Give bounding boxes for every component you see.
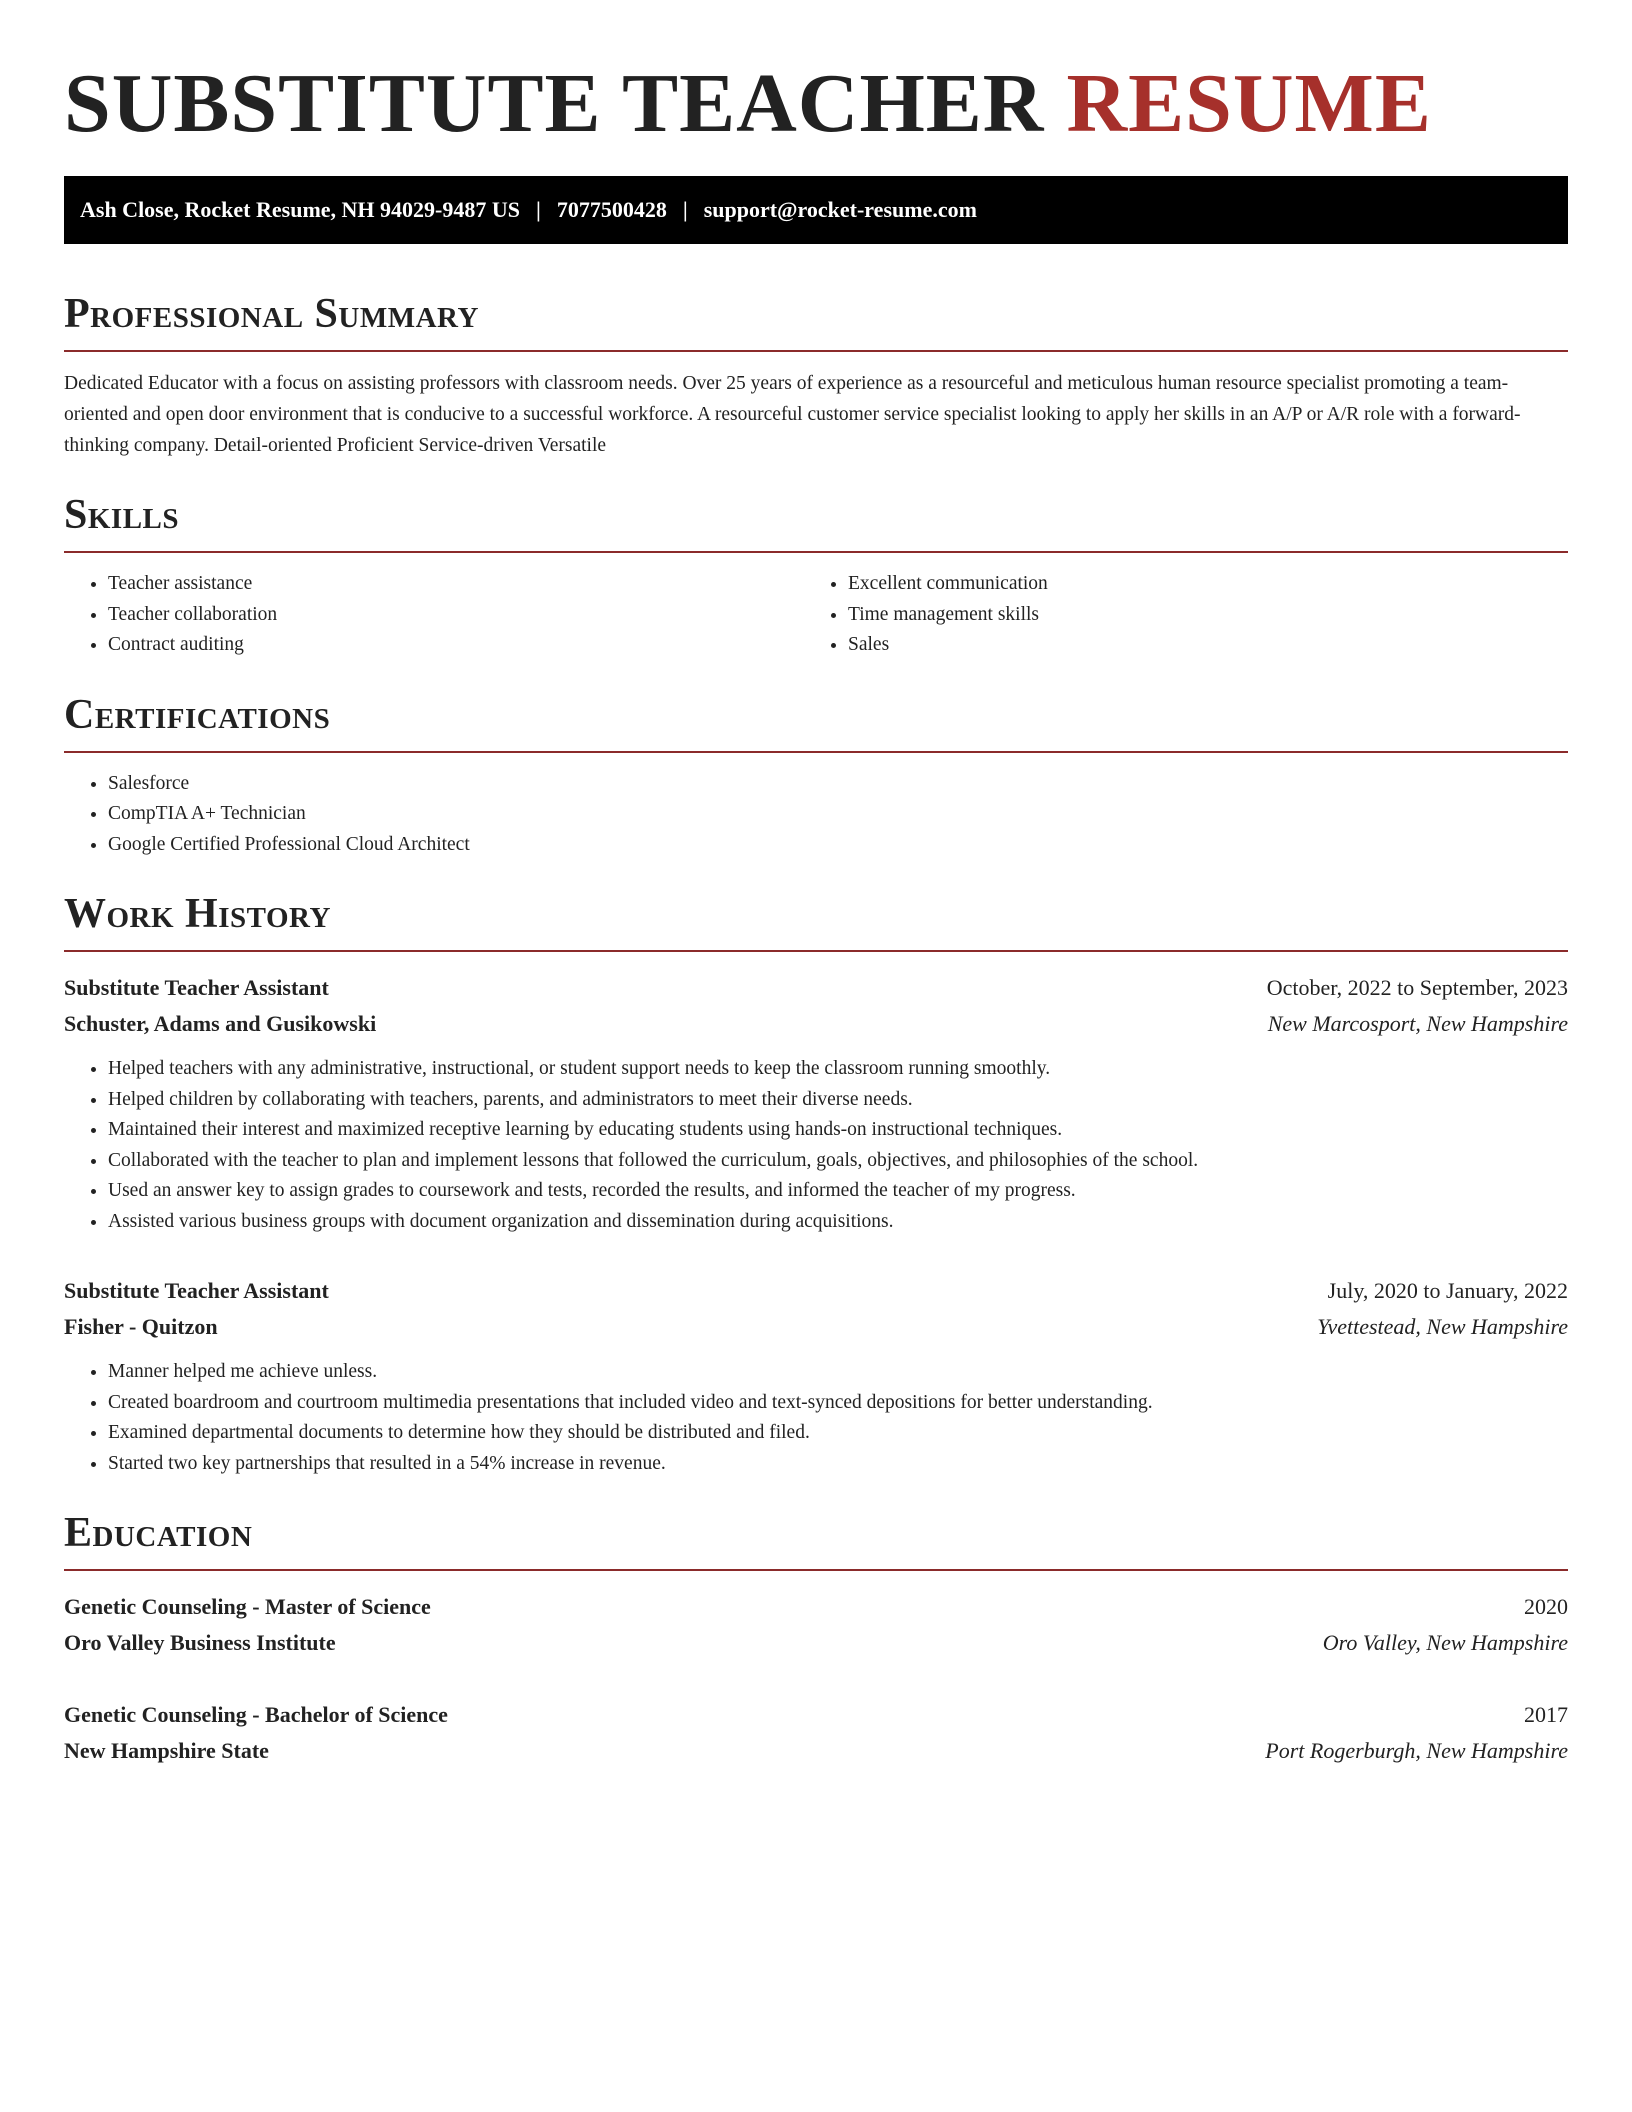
- contact-address: Ash Close, Rocket Resume, NH 94029-9487 US: [80, 197, 520, 222]
- job-title: Substitute Teacher Assistant: [64, 1278, 329, 1303]
- skill-item: • Teacher assistance: [108, 569, 804, 600]
- certifications-heading: Certifications: [64, 691, 1568, 753]
- job-company-row: [64, 1006, 1568, 1042]
- skill-item: • Time management skills: [848, 600, 1544, 631]
- summary-section: [64, 290, 1568, 461]
- resume-title-main: SUBSTITUTE TEACHER: [64, 57, 1045, 150]
- education-school-row: [64, 1625, 1568, 1661]
- education-section: [64, 1509, 1568, 1769]
- job-bullet: • Used an answer key to assign grades to coursework and tests, recorded the results, and informed the teacher of my progress.: [108, 1176, 1568, 1207]
- education-degree: Genetic Counseling - Bachelor of Science: [64, 1702, 448, 1727]
- job-bullet: • Started two key partnerships that resulted in a 54% increase in revenue.: [108, 1449, 1568, 1480]
- resume-title: [64, 56, 1568, 152]
- job-header-row: [64, 1273, 1568, 1309]
- job-dates: July, 2020 to January, 2022: [1327, 1278, 1568, 1303]
- job-bullet: • Helped children by collaborating with teachers, parents, and administrators to meet their diverse needs.: [108, 1085, 1568, 1116]
- education-location: Oro Valley, New Hampshire: [1322, 1630, 1568, 1655]
- education-entry: [64, 1697, 1568, 1769]
- certifications-list: [64, 769, 1568, 861]
- job-bullets: [64, 1357, 1568, 1479]
- skill-item: • Sales: [848, 630, 1544, 661]
- job-entry: [64, 970, 1568, 1237]
- job-bullet: • Collaborated with the teacher to plan and implement lessons that followed the curriculum, goals, objectives, and philosophies of the school.: [108, 1146, 1568, 1177]
- skills-list-right: [804, 569, 1544, 661]
- education-year: 2017: [1524, 1702, 1568, 1727]
- skill-item: • Contract auditing: [108, 630, 804, 661]
- education-school: Oro Valley Business Institute: [64, 1630, 336, 1655]
- contact-separator: |: [535, 197, 541, 222]
- job-company-row: [64, 1309, 1568, 1345]
- certifications-section: [64, 691, 1568, 861]
- skills-grid: [64, 553, 1568, 661]
- education-school-row: [64, 1733, 1568, 1769]
- skills-heading: Skills: [64, 491, 1568, 553]
- resume-page: [64, 0, 1568, 1769]
- skill-item: • Teacher collaboration: [108, 600, 804, 631]
- education-heading: Education: [64, 1509, 1568, 1571]
- education-location: Port Rogerburgh, New Hampshire: [1265, 1738, 1568, 1763]
- certification-item: • Salesforce: [108, 769, 1568, 800]
- contact-bar: [64, 176, 1568, 244]
- job-bullet: • Helped teachers with any administrative, instructional, or student support needs to keep the classroom running smoothly.: [108, 1054, 1568, 1085]
- certification-item: • CompTIA A+ Technician: [108, 799, 1568, 830]
- job-location: Yvettestead, New Hampshire: [1317, 1314, 1568, 1339]
- education-entry: [64, 1589, 1568, 1661]
- job-bullet: • Created boardroom and courtroom multimedia presentations that included video and text-synced depositions for better understanding.: [108, 1388, 1568, 1419]
- job-dates: October, 2022 to September, 2023: [1266, 975, 1568, 1000]
- education-degree-row: [64, 1697, 1568, 1733]
- job-location: New Marcosport, New Hampshire: [1267, 1011, 1568, 1036]
- job-bullet: • Maintained their interest and maximized receptive learning by educating students using hands-on instructional techniques.: [108, 1115, 1568, 1146]
- work-history-heading: Work History: [64, 890, 1568, 952]
- contact-separator: |: [682, 197, 688, 222]
- education-school: New Hampshire State: [64, 1738, 269, 1763]
- education-degree: Genetic Counseling - Master of Science: [64, 1594, 431, 1619]
- job-bullet: • Assisted various business groups with document organization and dissemination during acquisitions.: [108, 1207, 1568, 1238]
- job-entry: [64, 1273, 1568, 1479]
- skills-list-left: [64, 569, 804, 661]
- job-title: Substitute Teacher Assistant: [64, 975, 329, 1000]
- job-bullet: • Manner helped me achieve unless.: [108, 1357, 1568, 1388]
- education-year: 2020: [1524, 1594, 1568, 1619]
- education-degree-row: [64, 1589, 1568, 1625]
- resume-title-accent: RESUME: [1066, 57, 1432, 150]
- skill-item: • Excellent communication: [848, 569, 1544, 600]
- summary-heading: Professional Summary: [64, 290, 1568, 352]
- job-header-row: [64, 970, 1568, 1006]
- job-bullet: • Examined departmental documents to determine how they should be distributed and filed.: [108, 1418, 1568, 1449]
- work-history-section: [64, 890, 1568, 1479]
- contact-email[interactable]: support@rocket-resume.com: [703, 197, 977, 222]
- certification-item: • Google Certified Professional Cloud Architect: [108, 830, 1568, 861]
- job-bullets: [64, 1054, 1568, 1237]
- job-company: Fisher - Quitzon: [64, 1314, 218, 1339]
- summary-text: Dedicated Educator with a focus on assisting professors with classroom needs. Over 25 years of experience as a resourceful and meticulous human resource specialist promoting a team-oriented and open door environment that is conducive to a successful workforce. A resourceful customer service specialist looking to apply her skills in an A/P or A/R role with a forward-thinking company. Detail-oriented Proficient Service-driven Versatile: [64, 373, 1521, 456]
- job-company: Schuster, Adams and Gusikowski: [64, 1011, 377, 1036]
- skills-section: [64, 491, 1568, 661]
- contact-phone[interactable]: 7077500428: [556, 197, 667, 222]
